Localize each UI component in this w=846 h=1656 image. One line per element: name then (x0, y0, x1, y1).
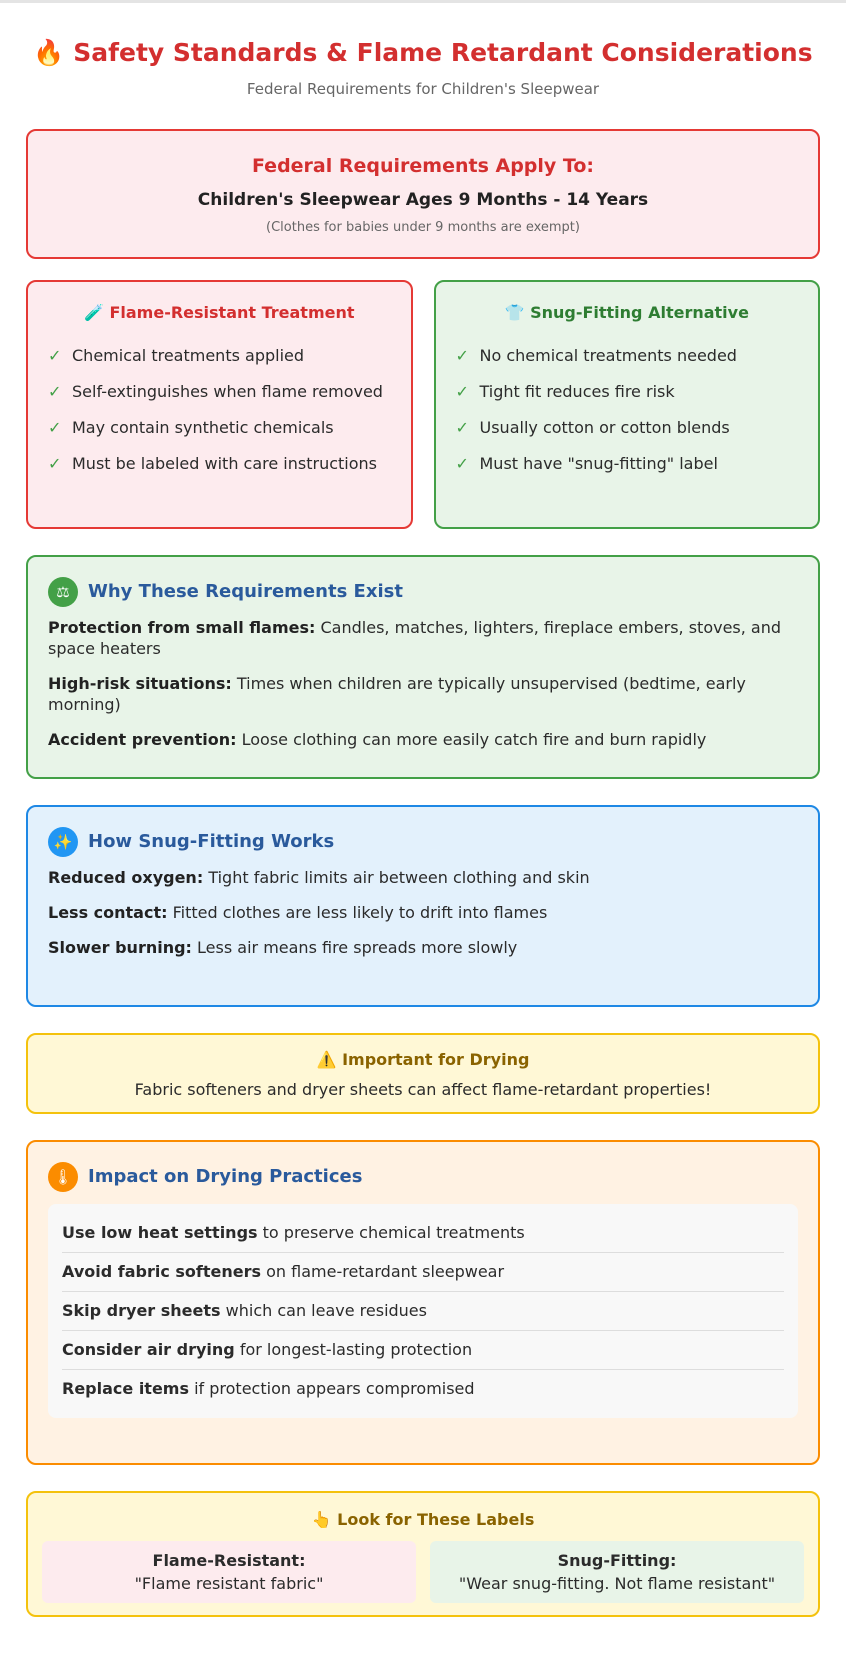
list-item-text: No chemical treatments needed (479, 346, 737, 365)
drying-warning-title: Important for Drying (342, 1050, 530, 1069)
mechanism-text: Tight fabric limits air between clothing and skin (208, 868, 590, 887)
drying-practices-header (48, 1162, 798, 1192)
tip-label: Replace items (62, 1379, 189, 1398)
list-item (48, 338, 391, 374)
tip-text: for longest-lasting protection (239, 1340, 473, 1359)
checkmark-icon: ✓ (48, 382, 62, 401)
shirt-icon: 👕 (504, 303, 525, 322)
checkmark-icon: ✓ (455, 382, 469, 401)
drying-practices-section (26, 1140, 820, 1465)
reason-text: Loose clothing can more easily catch fire and burn rapidly (241, 730, 707, 749)
list-item (62, 1292, 784, 1331)
mechanism-text: Less air means fire spreads more slowly (197, 938, 518, 957)
options-row (26, 280, 820, 529)
labels-section (26, 1491, 820, 1617)
drying-tips-list (48, 1204, 798, 1418)
list-item (62, 1331, 784, 1370)
label-card-quote: "Flame resistant fabric" (134, 1574, 324, 1593)
tip-text: if protection appears compromised (194, 1379, 475, 1398)
flame-resistant-card (26, 280, 413, 529)
drying-practices-title: Impact on Drying Practices (88, 1166, 363, 1187)
warning-icon: ⚠️ (316, 1050, 337, 1069)
why-requirements-header (48, 577, 798, 607)
federal-scope: Children's Sleepwear Ages 9 Months - 14 Years (197, 190, 649, 210)
tip-text: on flame-retardant sleepwear (266, 1262, 505, 1281)
page-title-text: Safety Standards & Flame Retardant Considerations (73, 38, 813, 67)
checkmark-icon: ✓ (48, 454, 62, 473)
tip-label: Avoid fabric softeners (62, 1262, 262, 1281)
reason-label: Protection from small flames: (48, 618, 316, 637)
tip-label: Consider air drying (62, 1340, 235, 1359)
flame-resistant-heading (48, 302, 391, 324)
reason-item (48, 729, 798, 750)
flame-resistant-list (48, 338, 391, 482)
federal-requirements-box (26, 129, 820, 259)
tip-text: to preserve chemical treatments (262, 1223, 525, 1242)
test-tube-icon: 🧪 (83, 303, 104, 322)
label-card-title: Flame-Resistant: (152, 1551, 306, 1570)
reason-text: Candles, matches, lighters, fireplace embers, stoves, and space heaters (48, 618, 782, 658)
snug-fitting-list (456, 338, 799, 482)
list-item-text: Tight fit reduces fire risk (479, 382, 675, 401)
tip-label: Skip dryer sheets (62, 1301, 221, 1320)
federal-exemption-note: (Clothes for babies under 9 months are exempt) (266, 220, 580, 235)
thermometer-icon: 🌡 (48, 1162, 78, 1192)
list-item (456, 410, 799, 446)
label-cards-row (42, 1541, 804, 1603)
reason-label: High-risk situations: (48, 674, 232, 693)
page-subtitle: Federal Requirements for Children's Sleepwear (246, 80, 600, 98)
how-snug-fitting-header (48, 827, 798, 857)
tip-label: Use low heat settings (62, 1223, 258, 1242)
fire-icon: 🔥 (33, 38, 65, 67)
list-item (48, 374, 391, 410)
reason-item (48, 673, 798, 715)
flame-resistant-label-card (42, 1541, 416, 1603)
how-snug-fitting-title: How Snug-Fitting Works (88, 831, 335, 852)
mechanism-label: Reduced oxygen: (48, 868, 204, 887)
sparkle-icon: ✨ (48, 827, 78, 857)
mechanism-label: Less contact: (48, 903, 168, 922)
label-card-title: Snug-Fitting: (557, 1551, 677, 1570)
drying-warning-box (26, 1033, 820, 1114)
list-item (456, 446, 799, 482)
scale-icon: ⚖ (48, 577, 78, 607)
pointing-hand-icon: 👆 (311, 1510, 332, 1529)
reason-item (48, 617, 798, 659)
tip-text: which can leave residues (225, 1301, 427, 1320)
list-item-text: Must be labeled with care instructions (72, 454, 377, 473)
drying-warning-heading (28, 1049, 818, 1071)
checkmark-icon: ✓ (455, 454, 469, 473)
how-snug-fitting-section (26, 805, 820, 1007)
snug-fitting-card (434, 280, 821, 529)
list-item (62, 1214, 784, 1253)
flame-resistant-title: Flame-Resistant Treatment (109, 303, 355, 322)
mechanism-item (48, 867, 798, 888)
mechanism-item (48, 937, 798, 958)
mechanism-text: Fitted clothes are less likely to drift into flames (172, 903, 548, 922)
snug-fitting-title: Snug-Fitting Alternative (530, 303, 749, 322)
checkmark-icon: ✓ (48, 418, 62, 437)
labels-title: Look for These Labels (337, 1510, 535, 1529)
list-item (62, 1253, 784, 1292)
label-card-quote: "Wear snug-fitting. Not flame resistant" (458, 1574, 776, 1593)
reason-text: Times when children are typically unsupervised (bedtime, early morning) (48, 674, 746, 714)
drying-warning-text: Fabric softeners and dryer sheets can affect flame-retardant properties! (134, 1080, 712, 1099)
checkmark-icon: ✓ (455, 346, 469, 365)
why-requirements-title: Why These Requirements Exist (88, 581, 403, 602)
list-item (48, 446, 391, 482)
snug-fitting-label-card (430, 1541, 804, 1603)
list-item-text: May contain synthetic chemicals (72, 418, 334, 437)
mechanism-item (48, 902, 798, 923)
list-item (48, 410, 391, 446)
mechanism-label: Slower burning: (48, 938, 192, 957)
list-item (456, 338, 799, 374)
list-item-text: Self-extinguishes when flame removed (72, 382, 383, 401)
list-item-text: Usually cotton or cotton blends (479, 418, 730, 437)
reason-label: Accident prevention: (48, 730, 237, 749)
page-title (26, 37, 820, 69)
list-item-text: Chemical treatments applied (72, 346, 305, 365)
labels-heading (42, 1509, 804, 1531)
list-item-text: Must have "snug-fitting" label (479, 454, 718, 473)
why-requirements-section (26, 555, 820, 779)
page (0, 37, 846, 1617)
list-item (62, 1370, 784, 1408)
checkmark-icon: ✓ (48, 346, 62, 365)
snug-fitting-heading (456, 302, 799, 324)
checkmark-icon: ✓ (455, 418, 469, 437)
list-item (456, 374, 799, 410)
federal-heading: Federal Requirements Apply To: (251, 155, 595, 177)
